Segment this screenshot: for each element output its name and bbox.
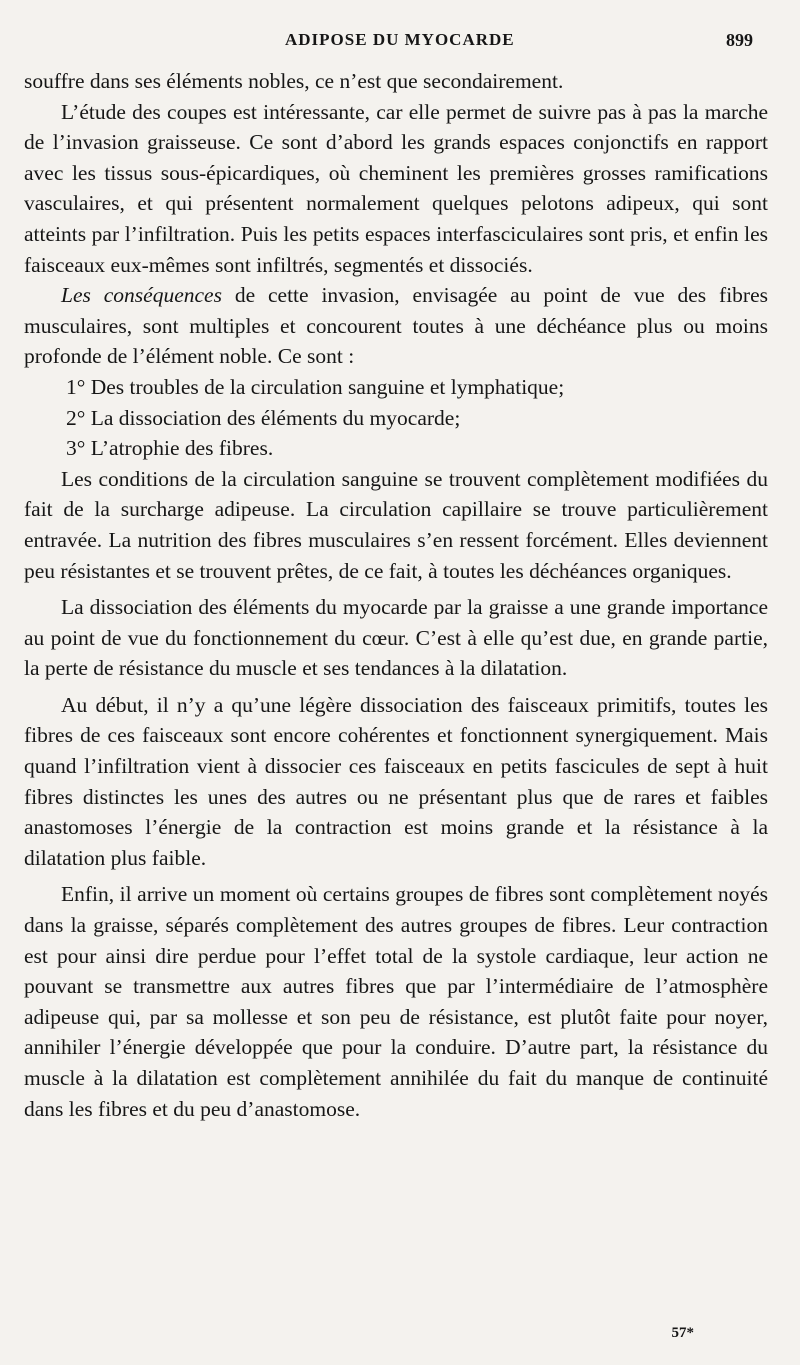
paragraph-fibre-groups-drowned: Enfin, il arrive un moment où certains groupes de fibres sont complètement noyés dans la graisse, séparés complètement des autres groupes de fibres. Leur contraction est pour ainsi dire perdue pour l’effet total de la systole cardiaque, leur action ne pouvant se transmettre aux autres fibres que par l’intermédiaire de l’atmosphère adipeuse qui, par sa mollesse et son peu de résistance, est plutôt faite pour noyer, annihiler l’énergie développée que pour la conduire. D’autre part, la résistance du muscle à la dilatation est complètement annihilée du fait du manque de continuité dans les fibres et du peu d’anastomose. — [24, 882, 768, 1121]
paragraph-initial-dissociation: Au début, il n’y a qu’une légère dissociation des faisceaux primitifs, toutes les fibres de ces faisceaux sont encore cohérentes et fonctionnent synergiquement. Mais quand l’infiltration vient à dissocier ces faisceaux en petits fascicules de sept à huit fibres distinctes les unes des autres ou ne présentant plus que de rares et faibles anastomoses l’énergie de la contraction est moins grande et la résistance à la dilatation plus faible. — [24, 692, 768, 870]
paragraph-consequences-text: de cette invasion, envisagée au point de vue des fibres musculaires, sont multiples et concourent toutes à une déchéance plus ou moins profonde de l’élément noble. Ce sont : — [24, 283, 768, 369]
italic-lead-phrase: Les conséquences — [61, 283, 222, 308]
body-text — [24, 66, 768, 1124]
paragraph-continuation: souffre dans ses éléments nobles, ce n’est que secondairement. — [24, 69, 564, 93]
paragraph-dissociation-importance: La dissociation des éléments du myocarde par la graisse a une grande importance au point de vue du fonctionnement du cœur. C’est à elle qu’est due, en grande partie, la perte de résistance du muscle et ses tendances à la dilatation. — [24, 595, 768, 681]
paragraph-consequences — [24, 280, 768, 372]
running-title: ADIPOSE DU MYOCARDE — [285, 30, 515, 49]
list-item-dissociation: 2° La dissociation des éléments du myocarde; — [66, 405, 461, 430]
signature-mark: 57* — [671, 1325, 694, 1341]
list-item-circulation: 1° Des troubles de la circulation sanguine et lymphatique; — [66, 374, 565, 399]
running-head — [0, 30, 800, 56]
list-item-atrophy: 3° L’atrophie des fibres. — [66, 436, 274, 461]
page-number: 899 — [726, 30, 753, 50]
paragraph-study-of-sections: L’étude des coupes est intéressante, car elle permet de suivre pas à pas la marche de l’invasion graisseuse. Ce sont d’abord les grands espaces conjonctifs en rapport avec les tissus sous-épicardiques, où cheminent les premières grosses ramifications vasculaires, et qui présentent normalement quelques pelotons adipeux, qui sont atteints par l’infiltration. Puis les petits espaces interfasciculaires sont pris, et enfin les faisceaux eux-mêmes sont infiltrés, segmentés et dissociés. — [24, 99, 768, 277]
paragraph-circulation-conditions: Les conditions de la circulation sanguine se trouvent complètement modifiées du fait de la surcharge adipeuse. La circulation capillaire se trouve particulièrement entravée. La nutrition des fibres musculaires s’en ressent forcément. Elles deviennent peu résistantes et se trouvent prêtes, de ce fait, à toutes les déchéances organiques. — [24, 466, 768, 583]
